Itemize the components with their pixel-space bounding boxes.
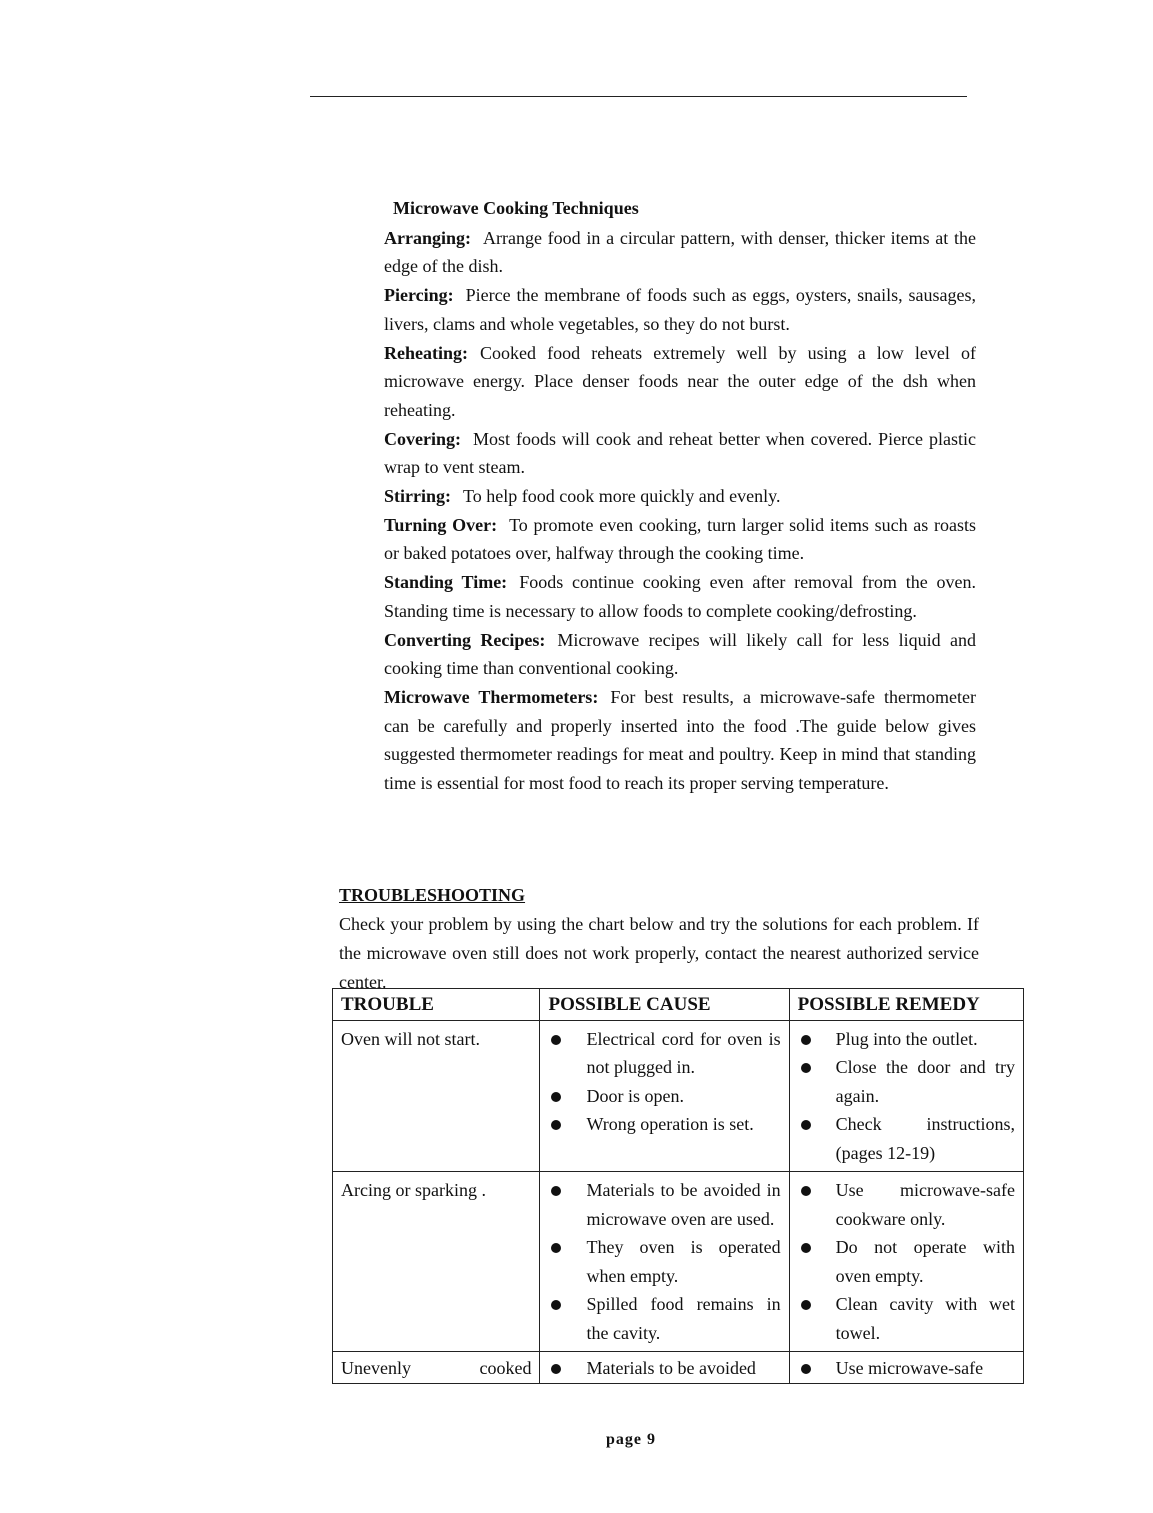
technique-label: Piercing: [384, 285, 454, 306]
table-row [333, 1020, 1024, 1172]
remedy-item: Close the door and try again. [798, 1053, 1015, 1110]
technique-arranging [384, 224, 976, 281]
cooking-techniques-section [384, 194, 976, 798]
technique-stirring [384, 482, 976, 511]
remedy-cell [789, 1020, 1023, 1172]
troubleshooting-heading: TROUBLESHOOTING [339, 885, 526, 905]
header-rule [310, 96, 967, 97]
technique-label: Reheating: [384, 342, 468, 363]
remedy-item: Check instructions, (pages 12-19) [798, 1110, 1015, 1167]
remedy-item: Clean cavity with wet towel. [798, 1290, 1015, 1347]
technique-text: Microwave recipes will likely call for less liquid and cooking time than conventional cooking. [384, 629, 976, 679]
technique-turning-over [384, 511, 976, 568]
technique-label: Microwave Thermometers: [384, 686, 599, 707]
technique-label: Standing Time: [384, 572, 508, 593]
trouble-cell: Oven will not start. [333, 1020, 540, 1172]
trouble-text-part: cooked [479, 1358, 532, 1378]
cause-cell [540, 1020, 789, 1172]
technique-text: Arrange food in a circular pattern, with denser, thicker items at the edge of the dish. [384, 227, 976, 277]
technique-text: For best results, a microwave-safe thermometer can be carefully and properly inserted into the food .The guide below gives suggested thermometer readings for meat and poultry. Keep in mind that standing time is essential for most food to reach its proper serving temperature. [384, 686, 976, 794]
technique-label: Turning Over: [384, 514, 498, 535]
column-header-cause: POSSIBLE CAUSE [540, 989, 789, 1021]
technique-thermometers [384, 683, 976, 798]
trouble-cell: Arcing or sparking . [333, 1172, 540, 1352]
technique-text: Cooked food reheats extremely well by using a low level of microwave energy. Place denser foods near the outer edge of the dsh when reheating. [384, 342, 976, 420]
technique-converting-recipes [384, 626, 976, 683]
table-row [333, 1172, 1024, 1352]
remedy-item: Use microwave-safe cookware only. [798, 1176, 1015, 1233]
technique-label: Converting Recipes: [384, 629, 546, 650]
cause-item: Materials to be avoided [548, 1354, 780, 1383]
cause-item: Wrong operation is set. [548, 1110, 780, 1139]
technique-label: Arranging: [384, 227, 471, 248]
technique-piercing [384, 281, 976, 338]
table-header-row [333, 989, 1024, 1021]
trouble-cell [333, 1352, 540, 1384]
troubleshooting-intro: Check your problem by using the chart below and try the solutions for each problem. If the microwave oven still does not work properly, contact the nearest authorized service center. [339, 914, 979, 992]
cause-item: Electrical cord for oven is not plugged in. [548, 1025, 780, 1082]
technique-standing-time [384, 568, 976, 625]
technique-text: Most foods will cook and reheat better when covered. Pierce plastic wrap to vent steam. [384, 428, 976, 478]
table-row [333, 1352, 1024, 1384]
remedy-item: Plug into the outlet. [798, 1025, 1015, 1054]
remedy-cell [789, 1352, 1023, 1384]
trouble-text-part: Unevenly [341, 1358, 411, 1378]
cause-cell [540, 1352, 789, 1384]
technique-text: To help food cook more quickly and evenly. [463, 486, 781, 507]
technique-label: Covering: [384, 428, 461, 449]
remedy-item: Do not operate with oven empty. [798, 1233, 1015, 1290]
column-header-remedy: POSSIBLE REMEDY [789, 989, 1023, 1021]
column-header-trouble: TROUBLE [333, 989, 540, 1021]
technique-text: To promote even cooking, turn larger solid items such as roasts or baked potatoes over, halfway through the cooking time. [384, 514, 976, 564]
cause-item: Materials to be avoided in microwave oven are used. [548, 1176, 780, 1233]
cause-item: They oven is operated when empty. [548, 1233, 780, 1290]
cause-item: Door is open. [548, 1082, 780, 1111]
page-number: page 9 [606, 1431, 656, 1448]
troubleshooting-table [332, 988, 1024, 1384]
remedy-cell [789, 1172, 1023, 1352]
cause-cell [540, 1172, 789, 1352]
technique-text: Pierce the membrane of foods such as eggs, oysters, snails, sausages, livers, clams and whole vegetables, so they do not burst. [384, 285, 976, 334]
technique-label: Stirring: [384, 486, 451, 507]
technique-reheating [384, 339, 976, 425]
section-title: Microwave Cooking Techniques [393, 198, 639, 218]
technique-text: Foods continue cooking even after removal from the oven. Standing time is necessary to allow foods to complete cooking/defrosting. [384, 572, 976, 621]
troubleshooting-section [339, 881, 979, 997]
technique-covering [384, 425, 976, 482]
remedy-item: Use microwave-safe [798, 1354, 1015, 1383]
cause-item: Spilled food remains in the cavity. [548, 1290, 780, 1347]
